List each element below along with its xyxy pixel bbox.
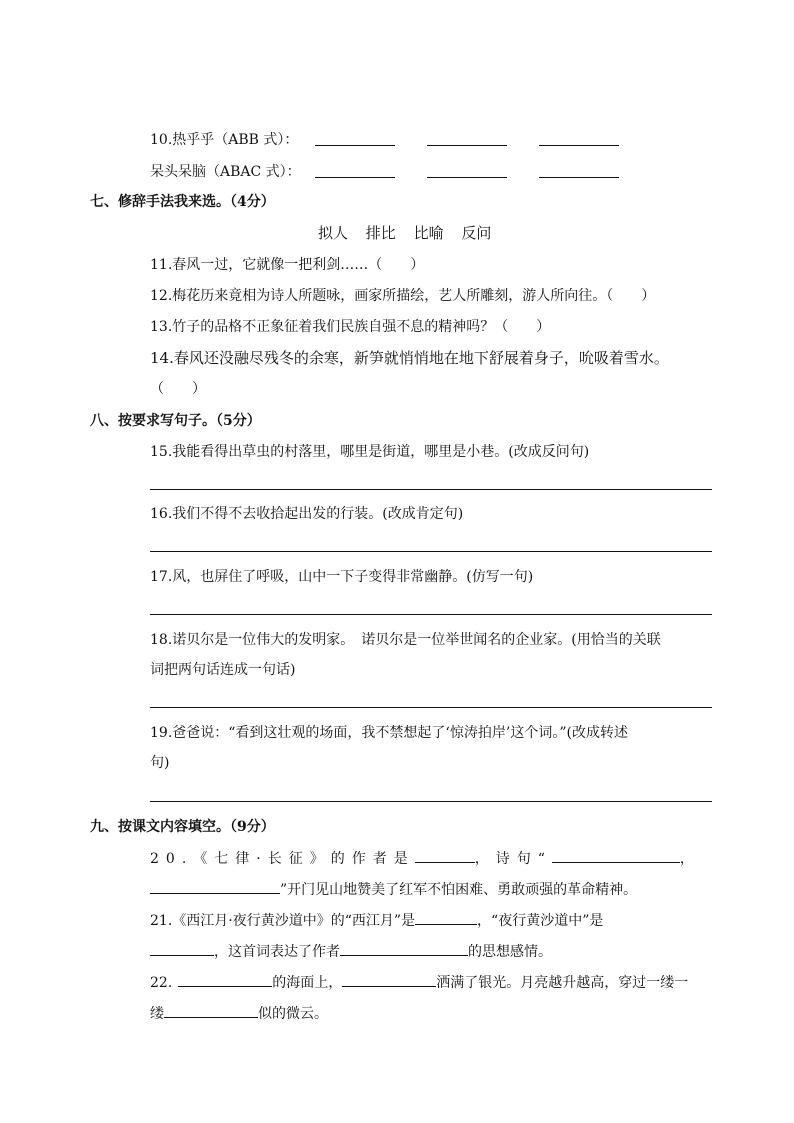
q14: 14.春风还没融尽残冬的余寒，新笋就悄悄地在地下舒展着身子，吮吸着雪水。 (150, 349, 669, 367)
answer-blank[interactable] (539, 177, 619, 178)
q20-line1 (150, 848, 694, 869)
q22-text-b: 的海面上， (272, 975, 343, 991)
q20-text-b: ，诗句“ (474, 851, 552, 867)
rhetoric-options (318, 223, 491, 243)
answer-blank[interactable] (178, 972, 272, 987)
q12: 12.梅花历来竟相为诗人所题咏，画家所描绘，艺人所雕刻，游人所向往。（ ） (150, 288, 656, 304)
q20-text-a: 20.《七律·长征》的作者是 (150, 851, 415, 867)
q16: 16.我们不得不去收拾起出发的行装。(改成肯定句) (150, 506, 464, 522)
answer-line[interactable] (150, 489, 712, 490)
q22-line1 (150, 972, 688, 993)
section-8-heading: 八、按要求写句子。（5分） (90, 413, 261, 429)
answer-blank[interactable] (415, 910, 477, 925)
q20-text-c: ， (679, 851, 694, 867)
q18-line2: 词把两句话连成一句话) (150, 662, 296, 678)
q20-line2 (150, 879, 637, 900)
option-parallelism: 排比 (365, 224, 396, 242)
answer-blank[interactable] (150, 941, 214, 956)
option-simile: 比喻 (413, 224, 444, 242)
q22-text-e: 似的微云。 (258, 1006, 328, 1022)
answer-blank[interactable] (164, 1003, 258, 1018)
answer-line[interactable] (150, 801, 712, 802)
section-9-heading: 九、按课文内容填空。（9分） (90, 819, 275, 835)
q22-text-a: 22. (150, 975, 173, 991)
answer-blank[interactable] (315, 145, 395, 146)
q19-line1: 19.爸爸说：“看到这壮观的场面，我不禁想起了‘惊涛拍岸’这个词。”(改成转述 (150, 725, 628, 741)
option-personification: 拟人 (318, 224, 349, 242)
answer-blank[interactable] (427, 145, 507, 146)
answer-blank[interactable] (340, 941, 468, 956)
q21-line2 (150, 941, 552, 962)
answer-blank[interactable] (539, 145, 619, 146)
q21-text-d: 的思想感情。 (468, 944, 552, 960)
answer-blank[interactable] (150, 879, 280, 894)
q14-paren: （ ） (150, 381, 206, 397)
q10-line1: 10.热乎乎（ABB 式）： (150, 132, 299, 148)
q21-text-c: ，这首词表达了作者 (214, 944, 340, 960)
q15: 15.我能看得出草虫的村落里，哪里是街道，哪里是小巷。(改成反问句) (150, 444, 590, 460)
q20-text-d: ”开门见山地赞美了红军不怕困难、勇敢顽强的革命精神。 (280, 882, 638, 898)
q21-text-b: ，“夜行黄沙道中”是 (477, 913, 604, 929)
q21-text-a: 21.《西江月·夜行黄沙道中》的“西江月”是 (150, 913, 416, 929)
q17: 17.风，也屏住了呼吸，山中一下子变得非常幽静。(仿写一句) (150, 569, 534, 585)
answer-blank[interactable] (552, 848, 680, 863)
q10-line2: 呆头呆脑（ABAC 式）： (150, 164, 301, 180)
option-rhetorical-question: 反问 (461, 224, 492, 242)
q22-text-c: 洒满了银光。月亮越升越高，穿过一缕一 (436, 975, 689, 991)
answer-blank[interactable] (415, 848, 475, 863)
q13: 13.竹子的品格不正象征着我们民族自强不息的精神吗？（ ） (150, 319, 551, 335)
section-7-heading: 七、修辞手法我来选。（4分） (90, 194, 275, 210)
answer-blank[interactable] (342, 972, 436, 987)
q11: 11.春风一过，它就像一把利剑……（ ） (150, 257, 425, 273)
answer-blank[interactable] (427, 177, 507, 178)
answer-line[interactable] (150, 614, 712, 615)
q22-text-d: 缕 (150, 1006, 164, 1022)
q22-line2 (150, 1003, 328, 1024)
q19-line2: 句) (150, 755, 170, 771)
q21-line1 (150, 910, 603, 931)
q18-line1: 18.诺贝尔是一位伟大的发明家。 诺贝尔是一位举世闻名的企业家。(用恰当的关联 (150, 632, 661, 648)
answer-blank[interactable] (315, 177, 395, 178)
answer-line[interactable] (150, 707, 712, 708)
answer-line[interactable] (150, 551, 712, 552)
